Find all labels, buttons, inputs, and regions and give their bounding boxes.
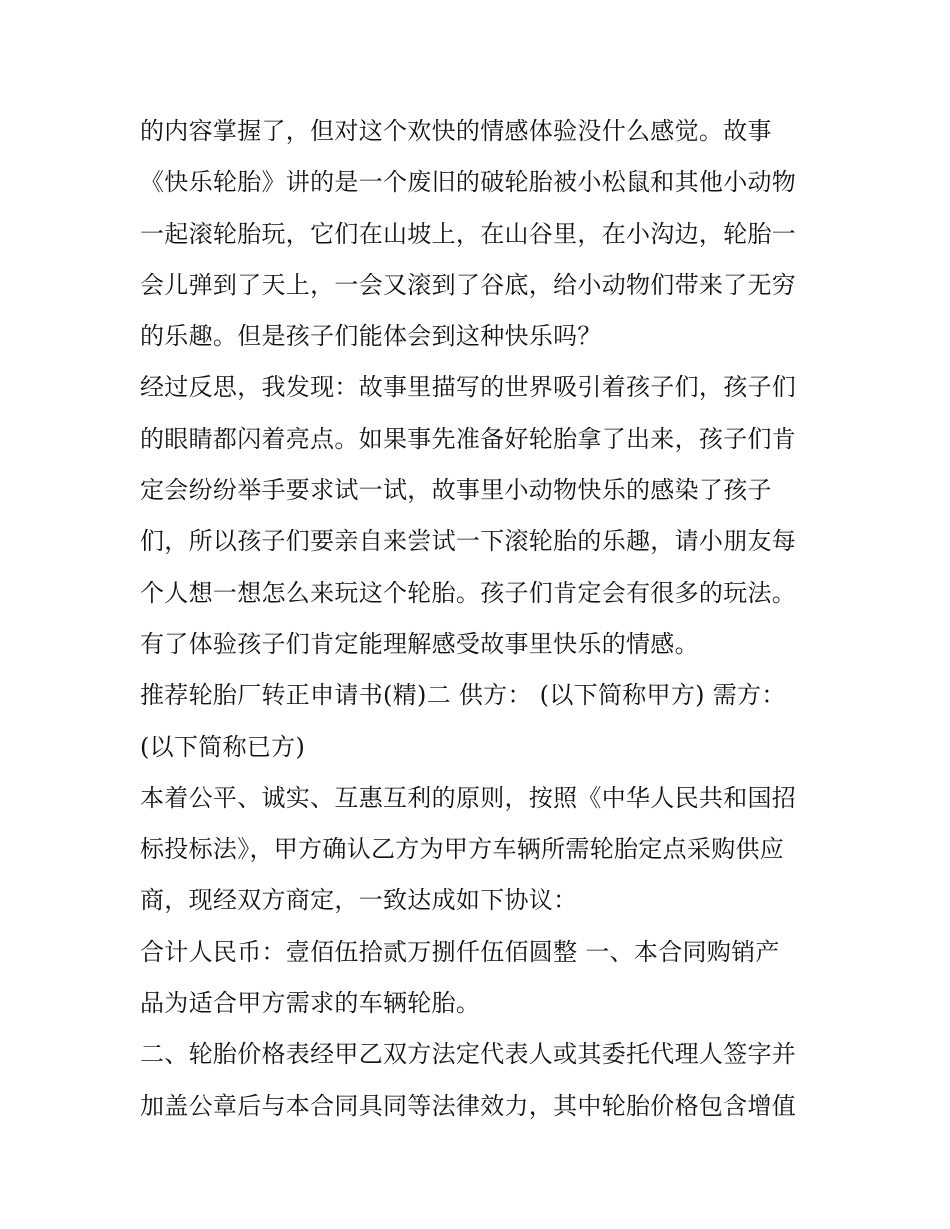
text-line: 定会纷纷举手要求试一试，故事里小动物快乐的感染了孩子 <box>140 476 772 505</box>
text-line: 的内容掌握了，但对这个欢快的情感体验没什么感觉。故事 <box>140 117 772 145</box>
text-line: 商，现经双方商定，一致达成如下协议： <box>140 886 578 915</box>
text-line: 加盖公章后与本合同具同等法律效力，其中轮胎价格包含增值 <box>140 1091 797 1120</box>
text-line: 推荐轮胎厂转正申请书(精)二 供方： (以下简称甲方) 需方： <box>140 681 786 710</box>
text-line: 品为适合甲方需求的车辆轮胎。 <box>140 989 481 1018</box>
document-body <box>140 106 812 1132</box>
text-line: 《快乐轮胎》讲的是一个废旧的破轮胎被小松鼠和其他小动物 <box>140 168 797 197</box>
text-line: 有了体验孩子们肯定能理解感受故事里快乐的情感。 <box>140 629 699 658</box>
text-line: 一起滚轮胎玩，它们在山坡上，在山谷里，在小沟边，轮胎一 <box>140 219 797 248</box>
text-line: 二、轮胎价格表经甲乙双方法定代表人或其委托代理人签字并 <box>140 1040 797 1069</box>
text-line: 会儿弹到了天上，一会又滚到了谷底，给小动物们带来了无穷 <box>140 270 797 299</box>
text-line: 合计人民币：壹佰伍拾贰万捌仟伍佰圆整 一、本合同购销产 <box>140 937 780 966</box>
text-line: 本着公平、诚实、互惠互利的原则，按照《中华人民共和国招 <box>140 783 797 812</box>
text-line: (以下简称已方) <box>140 732 306 761</box>
text-line: 的乐趣。但是孩子们能体会到这种快乐吗？ <box>140 322 602 351</box>
text-line: 们，所以孩子们要亲自来尝试一下滚轮胎的乐趣，请小朋友每 <box>140 527 797 556</box>
text-line: 标投标法》，甲方确认乙方为甲方车辆所需轮胎定点采购供应 <box>140 835 785 864</box>
text-line: 的眼睛都闪着亮点。如果事先准备好轮胎拿了出来，孩子们肯 <box>140 424 797 453</box>
text-line: 个人想一想怎么来玩这个轮胎。孩子们肯定会有很多的玩法。 <box>140 578 797 607</box>
text-line: 经过反思，我发现：故事里描写的世界吸引着孩子们，孩子们 <box>140 373 797 402</box>
